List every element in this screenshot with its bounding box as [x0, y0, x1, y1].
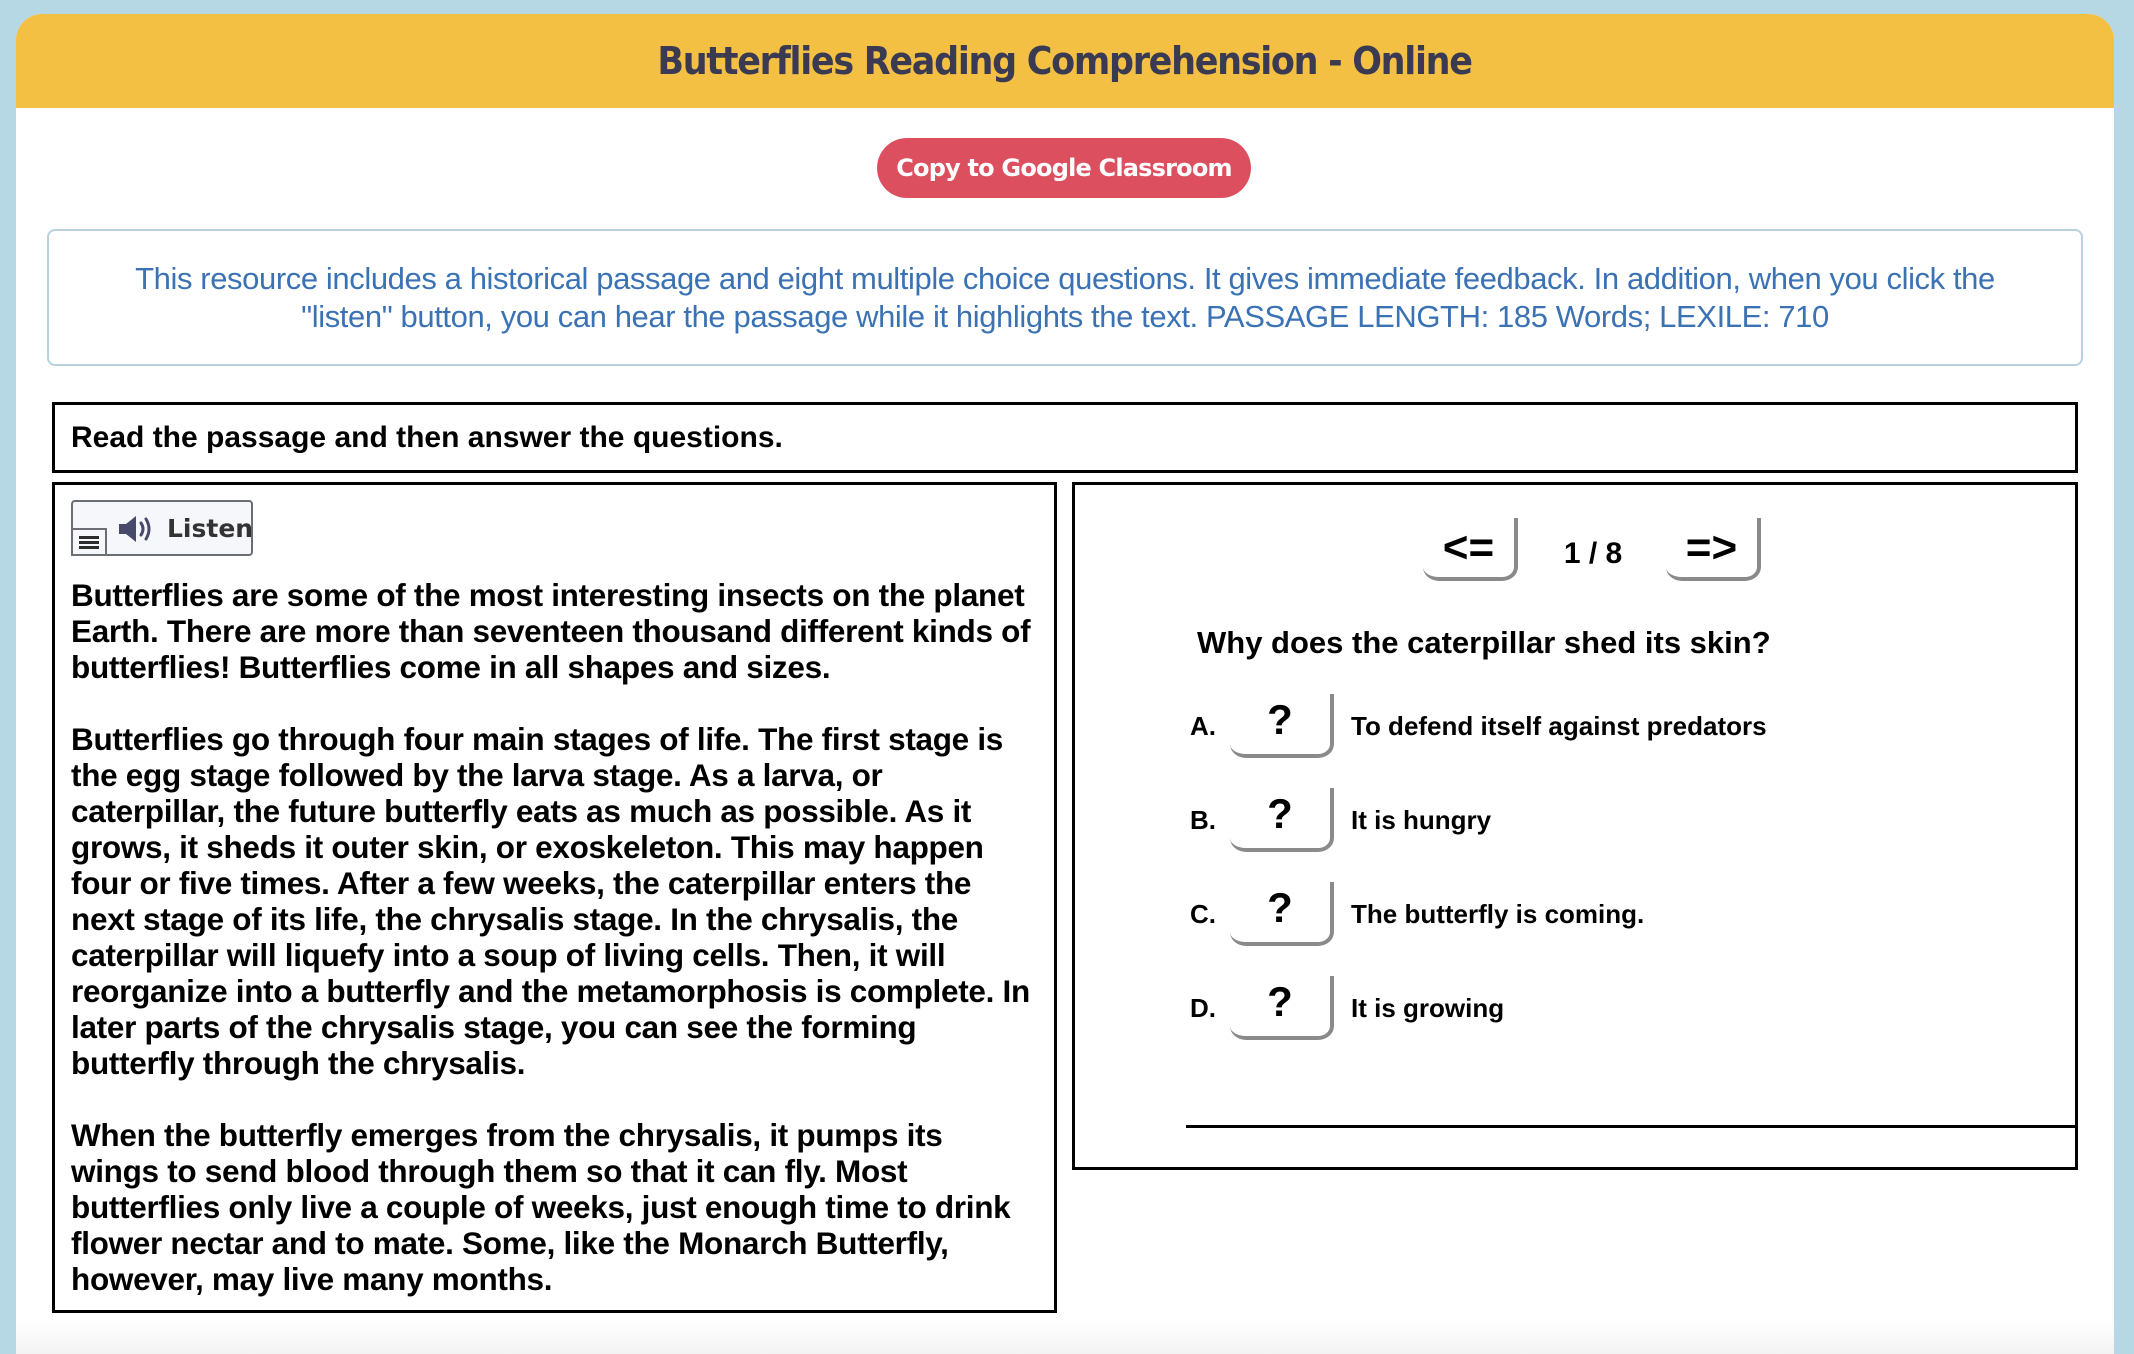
answer-option-b [1190, 785, 1491, 855]
question-text: Why does the caterpillar shed its skin? [1197, 625, 1771, 660]
answer-option-d [1190, 973, 1504, 1043]
option-letter: C. [1190, 898, 1216, 929]
passage-paragraph: Butterflies go through four main stages of life. The first stage is the egg stage followed by the larva stage. As a larva, or caterpillar, the future butterfly eats as much as possible. As it grows, it sheds it outer skin, or exoskeleton. This may happen four or five times. After a few weeks, the caterpillar enters the next stage of its life, the chrysalis stage. In the chrysalis, the caterpillar will liquefy into a soup of living cells. Then, it will reorganize into a butterfly and the metamorphosis is complete. In later parts of the chrysalis stage, you can see the forming butterfly through the chrysalis. [71, 721, 1030, 1081]
listen-button[interactable] [71, 500, 253, 556]
option-letter: D. [1190, 992, 1216, 1023]
answer-button-a[interactable]: ? [1230, 694, 1334, 758]
option-letter: B. [1190, 804, 1216, 835]
instructions-text: Read the passage and then answer the questions. [71, 420, 783, 454]
copy-to-google-classroom-button[interactable]: Copy to Google Classroom [877, 138, 1251, 198]
listen-label: Listen [167, 514, 254, 543]
answer-button-c[interactable]: ? [1230, 882, 1334, 946]
answer-button-d[interactable]: ? [1230, 976, 1334, 1040]
passage-paragraph: Butterflies are some of the most interesting insects on the planet Earth. There are more than seventeen thousand different kinds of butterflies! Butterflies come in all shapes and sizes. [71, 577, 1031, 685]
question-panel [1072, 482, 2078, 1170]
speaker-icon [117, 514, 155, 544]
answer-button-b[interactable]: ? [1230, 788, 1334, 852]
instructions-bar [52, 402, 2078, 473]
feedback-divider [1186, 1125, 2077, 1128]
header-banner [16, 14, 2114, 108]
question-counter: 1 / 8 [1563, 537, 1623, 570]
passage-text [71, 577, 1038, 1297]
option-text: It is growing [1351, 992, 1505, 1023]
answer-option-c [1190, 879, 1644, 949]
page-title: Butterflies Reading Comprehension - Online [657, 39, 1473, 83]
menu-icon[interactable] [71, 528, 107, 556]
option-text: The butterfly is coming. [1351, 898, 1645, 929]
passage-paragraph: When the butterfly emerges from the chrysalis, it pumps its wings to send blood through them so that it can fly. Most butterflies only live a couple of weeks, just enough time to drink flower nectar and to mate. Some, like the Monarch Butterfly, however, may live many months. [71, 1117, 1011, 1297]
page-card [16, 14, 2114, 1354]
option-letter: A. [1190, 710, 1216, 741]
next-question-button[interactable]: => [1666, 518, 1761, 581]
resource-description-box [47, 229, 2083, 366]
bottom-fade [16, 1320, 2114, 1354]
previous-question-button[interactable]: <= [1423, 518, 1518, 581]
answer-option-a [1190, 691, 1767, 761]
resource-description: This resource includes a historical passage and eight multiple choice questions. It gives immediate feedback. In addition, when you click the "listen" button, you can hear the passage while it highlights the text. PASSAGE LENGTH: 185 Words; LEXILE: 710 [135, 260, 1995, 334]
passage-panel [52, 482, 1057, 1313]
option-text: It is hungry [1351, 804, 1492, 835]
option-text: To defend itself against predators [1351, 710, 1767, 741]
